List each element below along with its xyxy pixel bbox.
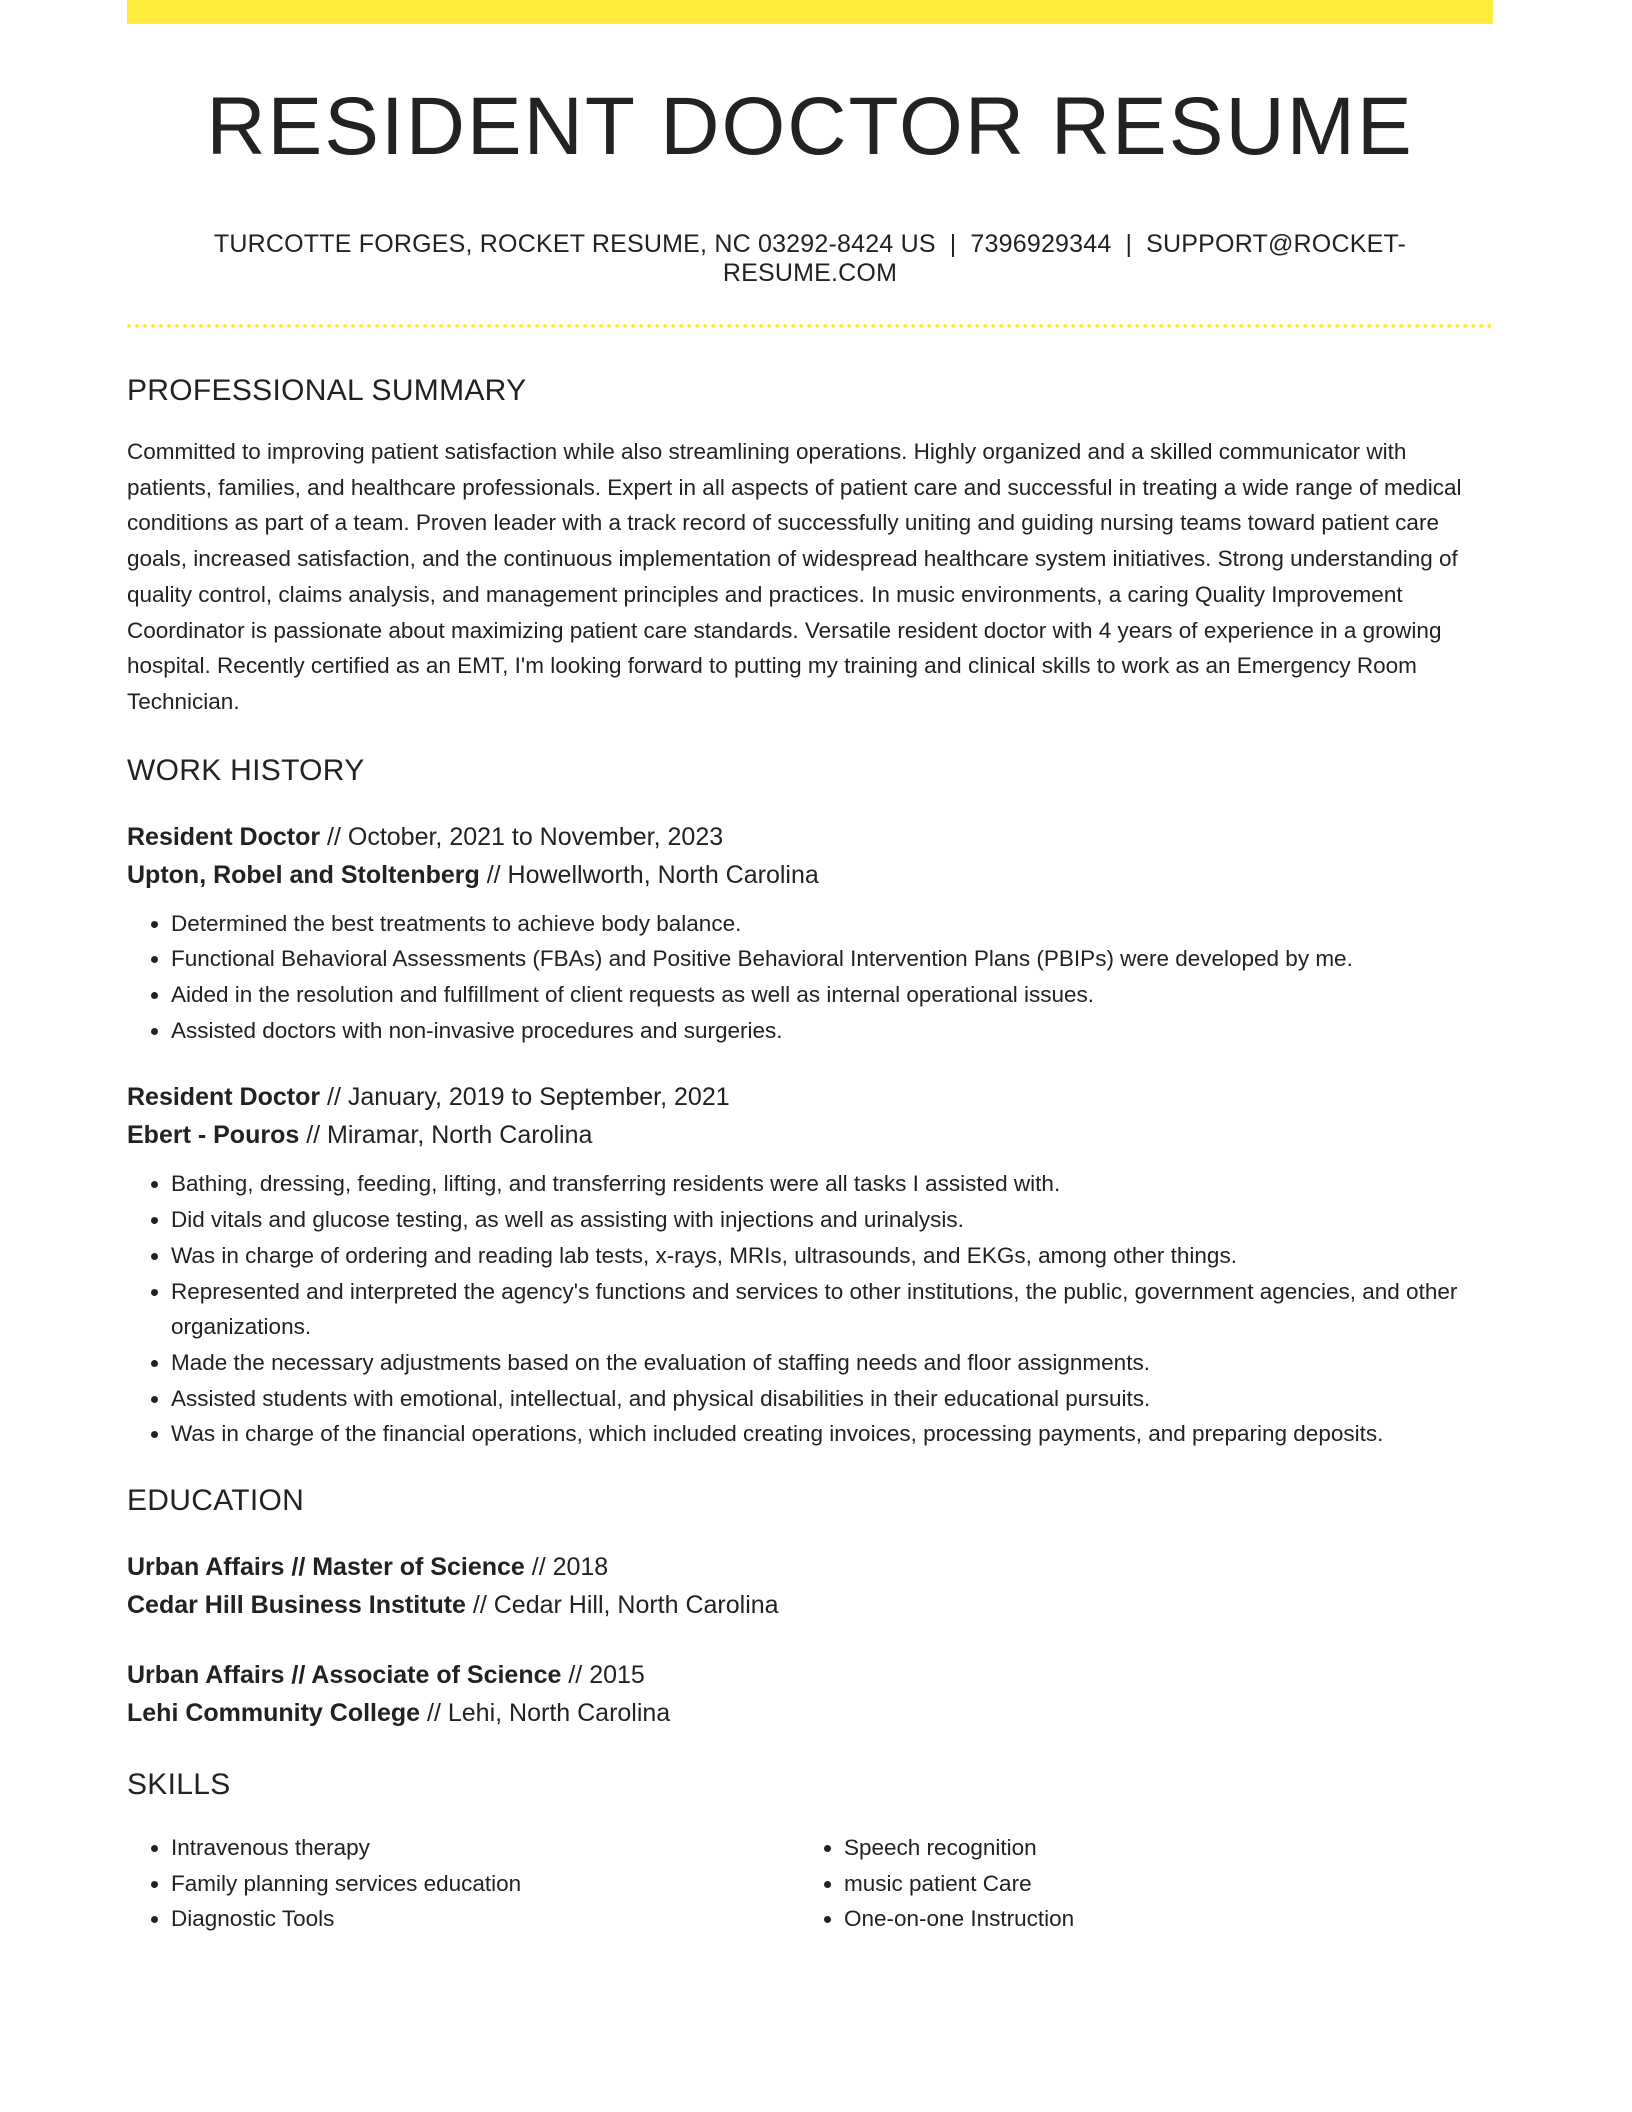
education-location: // Lehi, North Carolina [420,1699,671,1728]
contact-separator: | [949,230,957,258]
job-dates: // October, 2021 to November, 2023 [320,822,724,851]
resume-page [127,0,1493,1937]
skill-item: • Speech recognition [844,1830,1473,1866]
job-employer-line [127,1116,1493,1154]
education-degree: Urban Affairs // Master of Science [127,1553,525,1582]
contact-separator: | [1125,230,1133,258]
job-employer-line [127,856,1493,894]
summary-heading: PROFESSIONAL SUMMARY [127,374,527,407]
summary-text: Committed to improving patient satisfaction while also streamlining operations. Highly organized and a skilled communicator with patients, families, and healthcare professionals. Expert in all aspects of patient care and successful in treating a wide range of medical conditions as part of a team. Proven leader with a track record of successfully uniting and guiding nursing teams toward patient care goals, increased satisfaction, and the continuous implementation of widespread healthcare system initiatives. Strong understanding of quality control, claims analysis, and management principles and practices. In music environments, a caring Quality Improvement Coordinator is passionate about maximizing patient care standards. Versatile resident doctor with 4 years of experience in a growing hospital. Recently certified as an EMT, I'm looking forward to putting my training and clinical skills to work as an Emergency Room Technician. [127,439,1462,714]
job-title: Resident Doctor [127,822,321,851]
job-bullet: • Represented and interpreted the agency's functions and services to other institutions, the public, government agencies, and other organizations. [171,1274,1493,1345]
education-location: // Cedar Hill, North Carolina [465,1591,779,1620]
job-entry [127,1078,1493,1452]
job-bullets [127,1166,1493,1452]
education-entry [127,1656,1493,1732]
job-title-line [127,818,1493,856]
contact-line [127,230,1493,288]
job-employer: Upton, Robel and Stoltenberg [127,860,480,889]
education-school-line [127,1694,1493,1732]
dotted-divider [127,324,1493,328]
job-location: // Miramar, North Carolina [299,1121,593,1150]
skills-column-right [800,1830,1473,1937]
education-degree-line [127,1656,1493,1694]
skill-item: • Diagnostic Tools [171,1901,800,1937]
contact-address: TURCOTTE FORGES, ROCKET RESUME, NC 03292-8424 US [213,230,936,258]
skills-heading: SKILLS [127,1768,231,1802]
skill-item: • Family planning services education [171,1866,800,1902]
job-bullet: • Did vitals and glucose testing, as well as assisting with injections and urinalysis. [171,1202,1493,1238]
education-school: Cedar Hill Business Institute [127,1591,466,1620]
education-degree: Urban Affairs // Associate of Science [127,1661,562,1690]
job-bullet: • Assisted students with emotional, intellectual, and physical disabilities in their educational pursuits. [171,1381,1493,1417]
top-accent-bar [127,0,1493,24]
job-bullet: • Aided in the resolution and fulfillment of client requests as well as internal operational issues. [171,977,1493,1013]
job-bullet: • Made the necessary adjustments based on the evaluation of staffing needs and floor assignments. [171,1345,1493,1381]
job-employer: Ebert - Pouros [127,1121,300,1150]
education-school: Lehi Community College [127,1699,421,1728]
skill-item: • Intravenous therapy [171,1830,800,1866]
job-bullet: • Was in charge of ordering and reading lab tests, x-rays, MRIs, ultrasounds, and EKGs, among other things. [171,1238,1493,1274]
job-bullet: • Bathing, dressing, feeding, lifting, and transferring residents were all tasks I assisted with. [171,1166,1493,1202]
job-entry [127,818,1493,1049]
contact-email: SUPPORT@ROCKET-RESUME.COM [722,230,1407,287]
job-title-line [127,1078,1493,1116]
job-dates: // January, 2019 to September, 2021 [320,1083,730,1112]
job-bullet: • Was in charge of the financial operations, which included creating invoices, processing payments, and preparing deposits. [171,1416,1493,1452]
resume-title: RESIDENT DOCTOR RESUME [206,81,1414,172]
job-bullet: • Determined the best treatments to achieve body balance. [171,906,1493,942]
work-history-heading: WORK HISTORY [127,753,365,787]
skills-column-left [127,1830,800,1937]
job-location: // Howellworth, North Carolina [479,860,819,889]
job-bullet: • Functional Behavioral Assessments (FBAs) and Positive Behavioral Intervention Plans (PBIPs) were developed by me. [171,941,1493,977]
education-entry [127,1548,1493,1624]
job-bullets [127,906,1493,1049]
education-year: // 2015 [561,1661,645,1690]
education-school-line [127,1586,1493,1624]
education-year: // 2018 [524,1553,609,1582]
contact-phone: 7396929344 [970,230,1112,258]
job-bullet: • Assisted doctors with non-invasive procedures and surgeries. [171,1013,1493,1049]
education-heading: EDUCATION [127,1484,305,1518]
skill-item: • One-on-one Instruction [844,1901,1473,1937]
education-degree-line [127,1548,1493,1586]
job-title: Resident Doctor [127,1083,321,1112]
skills-list [127,1830,1493,1937]
skill-item: • music patient Care [844,1866,1473,1902]
